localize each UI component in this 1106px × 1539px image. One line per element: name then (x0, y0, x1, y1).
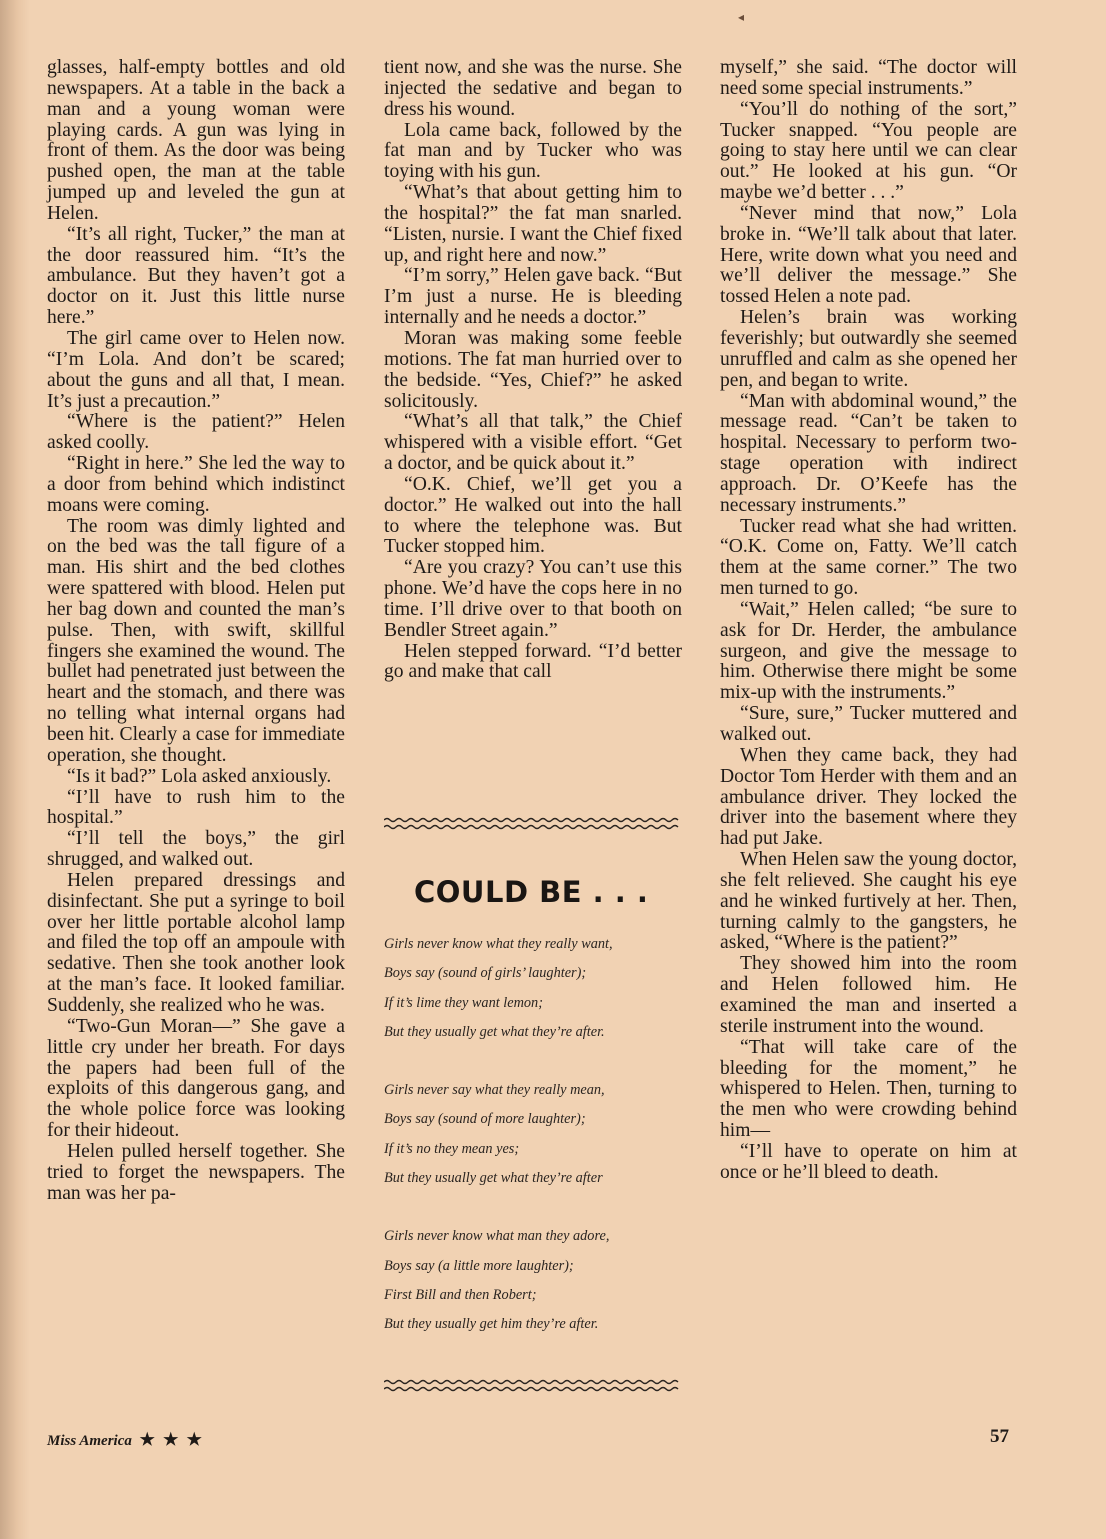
paragraph: “What’s that about getting him to the hospital?” the fat man snarled. “Listen, nursie. I want the Chief fixed up, and right here and now.” (384, 182, 682, 266)
poem-line: First Bill and then Robert; (384, 1286, 537, 1303)
paragraph: “I’ll have to operate on him at once or he’ll bleed to death. (720, 1140, 1017, 1183)
paragraph: “Man with abdominal wound,” the message read. “Can’t be taken to hospital. Necessary to perform two-stage operation with indirect approach. Dr. O’Keefe has the necessary instruments.” (720, 390, 1017, 516)
poem-line: Boys say (sound of girls’ laughter); (384, 965, 587, 982)
poem-line: But they usually get him they’re after. (384, 1316, 599, 1333)
paragraph: The room was dimly lighted and on the bed was the tall figure of a man. His shirt and the bed clothes were spattered with blood. Helen put her bag down and counted the man’s pulse. Then, with swift, skillful fingers she examined the wound. The bullet had penetrated just between the heart and the stomach, and there was no telling what internal organs had been hit. Clearly a case for immediate operation, she thought. (47, 515, 345, 766)
text-column-3 (720, 58, 1017, 1184)
paragraph: Helen stepped forward. “I’d better go and make that call (384, 640, 682, 683)
paragraph: “I’m sorry,” Helen gave back. “But I’m just a nurse. He is bleeding internally and he needs a doctor.” (384, 265, 682, 329)
paragraph: When Helen saw the young doctor, she felt relieved. She caught his eye and he winked furtively at her. Then, turning calmly to the gangsters, he asked, “Where is the patient?” (720, 849, 1017, 954)
paragraph: “Sure, sure,” Tucker muttered and walked out. (720, 703, 1017, 745)
poem-line: Girls never say what they really mean, (384, 1082, 605, 1099)
magazine-footer (47, 1430, 204, 1450)
paragraph: “It’s all right, Tucker,” the man at the door reassured him. “It’s the ambulance. But they haven’t got a doctor on it. Just this little nurse here.” (47, 223, 345, 329)
paragraph: When they came back, they had Doctor Tom Herder with them and an ambulance driver. They locked the driver into the basement where they had put Jake. (720, 744, 1017, 850)
paragraph: “Wait,” Helen called; “be sure to ask for Dr. Herder, the ambulance surgeon, and give the message to him. Otherwise there might be some mix-up with the instruments.” (720, 598, 1017, 704)
paragraph: tient now, and she was the nurse. She injected the sedative and began to dress his wound. (384, 57, 682, 120)
paragraph: “That will take care of the bleeding for the moment,” he whispered to Helen. Then, turning to the men who were crowding behind him— (720, 1036, 1017, 1142)
paragraph: Helen’s brain was working feverishly; but outwardly she seemed unruffled and calm as she opened her pen, and began to write. (720, 307, 1017, 391)
paragraph: glasses, half-empty bottles and old newspapers. At a table in the back a man and a young woman were playing cards. A gun was lying in front of them. As the door was being pushed open, the man at the table jumped up and leveled the gun at Helen. (47, 57, 345, 224)
poem (384, 934, 684, 1344)
paragraph: The girl came over to Helen now. “I’m Lola. And don’t be scared; about the guns and all that, I mean. It’s just a precaution.” (47, 327, 345, 412)
paragraph: “Is it bad?” Lola asked anxiously. (67, 765, 332, 787)
poem-line: Girls never know what they really want, (384, 936, 613, 952)
poem-line: Boys say (a little more laughter); (384, 1257, 574, 1274)
poem-title: COULD BE . . . (414, 875, 649, 909)
wavy-divider-top (384, 816, 682, 830)
poem-line: If it’s no they mean yes; (384, 1140, 520, 1157)
poem-line: Girls never know what man they adore, (384, 1228, 610, 1245)
paragraph: “I’ll have to rush him to the hospital.” (47, 786, 345, 829)
paragraph: Helen pulled herself together. She tried to forget the newspapers. The man was her pa- (47, 1140, 345, 1204)
text-column-2 (384, 58, 682, 683)
paragraph: “You’ll do nothing of the sort,” Tucker snapped. “You people are going to stay here until we can clear out.” He looked at his gun. “Or maybe we’d better . . .” (720, 98, 1017, 204)
paragraph: “Two-Gun Moran—” She gave a little cry under her breath. For days the papers had been full of the exploits of this dangerous gang, and the whole police force was looking for their hideout. (47, 1015, 345, 1142)
paragraph: Tucker read what she had written. “O.K. Come on, Fatty. We’ll catch them at the same corner.” The two men turned to go. (720, 515, 1017, 600)
poem-line: But they usually get what they’re after. (384, 1023, 605, 1040)
page-edge-shadow (0, 0, 30, 1539)
print-mark-icon: ◂ (738, 10, 745, 24)
star-icons: ★ ★ ★ (139, 1430, 204, 1449)
paragraph: Moran was making some feeble motions. The fat man hurried over to the bedside. “Yes, Chief?” he asked solicitously. (384, 327, 682, 412)
paragraph: Helen prepared dressings and disinfectant. She put a syringe to boil over her little portable alcohol lamp and filed the top off an ampoule with sedative. Then she took another look at the man’s face. It looked familiar. Suddenly, she realized who he was. (47, 869, 345, 1016)
poem-line: Boys say (sound of more laughter); (384, 1111, 586, 1128)
paragraph: “O.K. Chief, we’ll get you a doctor.” He walked out into the hall to where the telephone was. But Tucker stopped him. (384, 473, 682, 558)
poem-line: But they usually get what they’re after (384, 1170, 603, 1187)
paragraph: “What’s all that talk,” the Chief whispered with a visible effort. “Get a doctor, and be quick about it.” (384, 411, 682, 475)
paragraph: “Are you crazy? You can’t use this phone. We’d have the cops here in no time. I’ll drive over to that booth on Bendler Street again.” (384, 557, 682, 641)
wavy-divider-bottom (384, 1378, 682, 1392)
text-column-1 (47, 58, 345, 1204)
page-number: 57 (990, 1426, 1009, 1447)
paragraph: “I’ll tell the boys,” the girl shrugged, and walked out. (47, 828, 345, 871)
paragraph: Lola came back, followed by the fat man and by Tucker who was toying with his gun. (384, 119, 682, 183)
paragraph: “Where is the patient?” Helen asked coolly. (47, 411, 345, 454)
paragraph: They showed him into the room and Helen followed him. He examined the man and inserted a sterile instrument into the wound. (720, 953, 1017, 1037)
magazine-name: Miss America (47, 1433, 132, 1449)
paragraph: “Never mind that now,” Lola broke in. “We’ll talk about that later. Here, write down what you need and we’ll deliver the message.” She tossed Helen a note pad. (720, 202, 1017, 308)
paragraph: myself,” she said. “The doctor will need some special instruments.” (720, 57, 1017, 99)
paragraph: “Right in here.” She led the way to a door from behind which indistinct moans were coming. (47, 453, 345, 516)
poem-line: If it’s lime they want lemon; (384, 994, 543, 1011)
